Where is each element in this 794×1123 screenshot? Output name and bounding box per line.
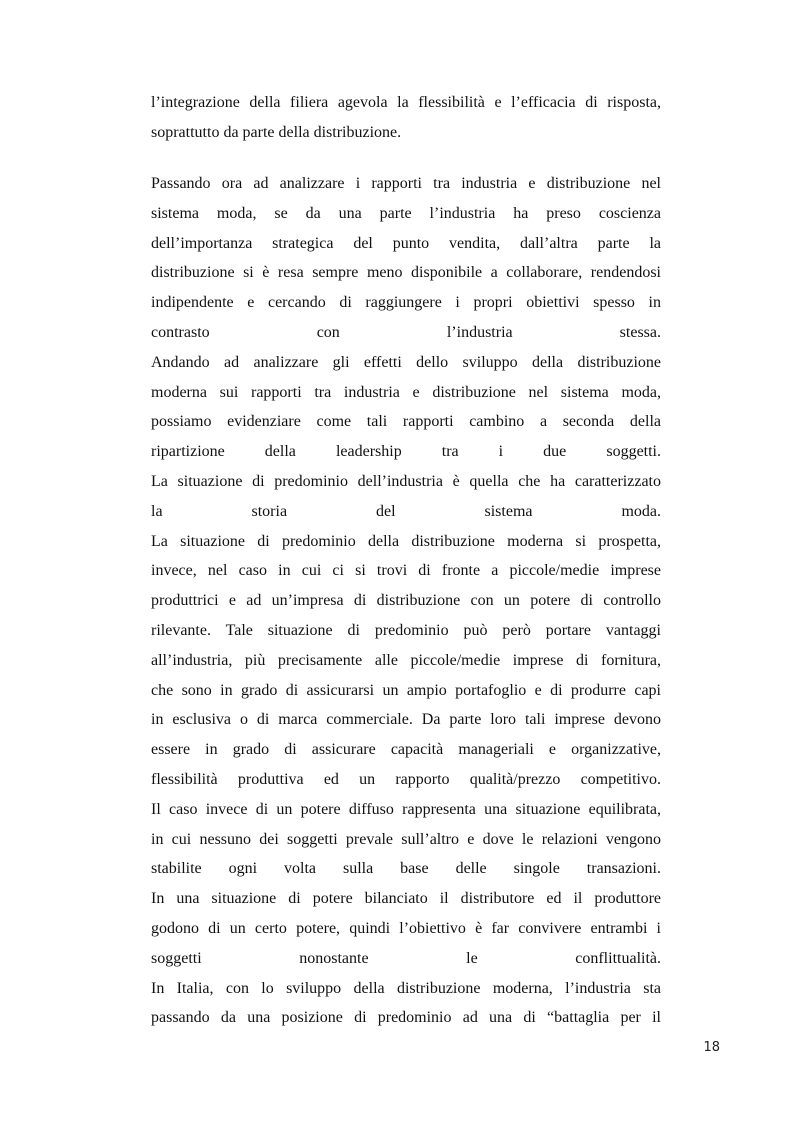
text-line: la storia del sistema moda. — [151, 502, 661, 520]
text-line: rilevante. Tale situazione di predominio può però portare vantaggi — [151, 621, 661, 639]
text-line: soprattutto da parte della distribuzione. — [151, 123, 402, 141]
text-line: stabilite ogni volta sulla base delle singole transazioni. — [151, 860, 661, 878]
text-line: contrasto con l’industria stessa. — [151, 323, 661, 341]
text-line: dell’importanza strategica del punto vendita, dall’altra parte la — [151, 234, 661, 252]
text-line: all’industria, più precisamente alle piccole/medie imprese di fornitura, — [151, 651, 661, 669]
text-line: in esclusiva o di marca commerciale. Da parte loro tali imprese devono — [151, 711, 661, 729]
page-number: 18 — [703, 1040, 720, 1055]
text-line: moderna sui rapporti tra industria e distribuzione nel sistema moda, — [151, 383, 661, 401]
text-line: invece, nel caso in cui ci si trovi di fronte a piccole/medie imprese — [151, 562, 661, 580]
text-line: che sono in grado di assicurarsi un ampio portafoglio e di produrre capi — [151, 681, 661, 699]
text-line: Passando ora ad analizzare i rapporti tra industria e distribuzione nel — [151, 175, 661, 192]
text-line: ripartizione della leadership tra i due soggetti. — [151, 443, 661, 461]
text-line: La situazione di predominio della distribuzione moderna si prospetta, — [151, 532, 661, 550]
text-line: produttrici e ad un’impresa di distribuzione con un potere di controllo — [151, 592, 661, 610]
text-line: godono di un certo potere, quindi l’obiettivo è far convivere entrambi i — [151, 919, 661, 937]
text-line: distribuzione si è resa sempre meno disponibile a collaborare, rendendosi — [151, 264, 661, 282]
text-line: possiamo evidenziare come tali rapporti cambino a seconda della — [151, 413, 661, 431]
text-line: l’integrazione della filiera agevola la flessibilità e l’efficacia di risposta, — [151, 94, 661, 111]
text-line: sistema moda, se da una parte l’industria ha preso coscienza — [151, 204, 661, 222]
text-line: soggetti nonostante le conflittualità. — [151, 949, 661, 967]
paragraph-continuation — [151, 88, 661, 148]
text-line: La situazione di predominio dell’industria è quella che ha caratterizzato — [151, 472, 661, 490]
text-line: flessibilità produttiva ed un rapporto qualità/prezzo competitivo. — [151, 770, 661, 788]
text-line: In Italia, con lo sviluppo della distribuzione moderna, l’industria sta — [151, 979, 661, 997]
text-line: In una situazione di potere bilanciato il distributore ed il produttore — [151, 890, 661, 908]
text-line: Andando ad analizzare gli effetti dello sviluppo della distribuzione — [151, 353, 661, 371]
text-line: passando da una posizione di predominio ad una di “battaglia per il — [151, 1009, 661, 1027]
text-line: essere in grado di assicurare capacità manageriali e organizzative, — [151, 741, 661, 759]
text-line: indipendente e cercando di raggiungere i propri obiettivi spesso in — [151, 294, 661, 312]
text-line: Il caso invece di un potere diffuso rappresenta una situazione equilibrata, — [151, 800, 661, 818]
paragraph-body — [151, 169, 661, 1033]
text-line: in cui nessuno dei soggetti prevale sull’altro e dove le relazioni vengono — [151, 830, 661, 848]
